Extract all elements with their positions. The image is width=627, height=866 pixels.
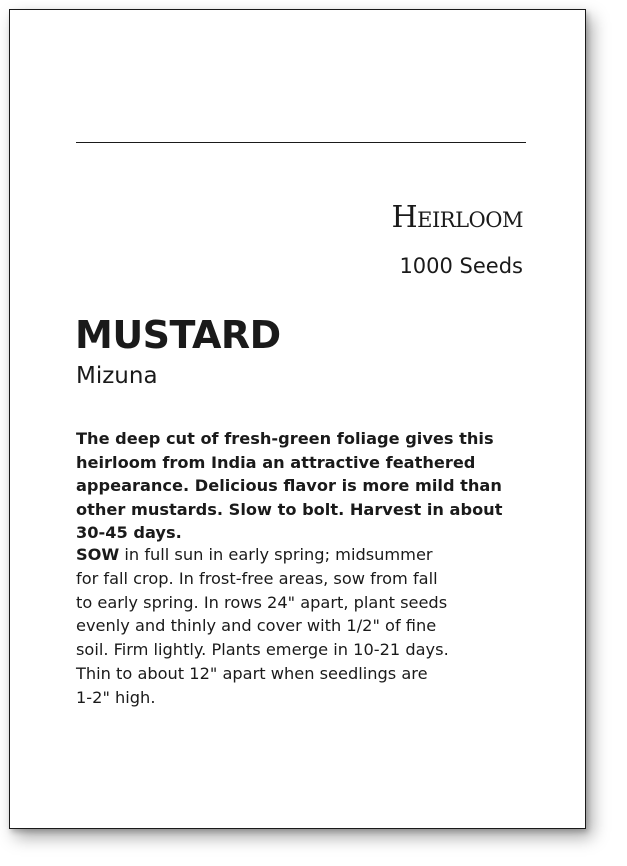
divider-line xyxy=(76,142,526,143)
seed-packet xyxy=(9,9,586,829)
sowing-line: for fall crop. In frost-free areas, sow from fall xyxy=(76,568,438,588)
variety-name: Mizuna xyxy=(76,363,158,389)
plant-name: MUSTARD xyxy=(75,313,281,357)
description-line: appearance. Delicious flavor is more mild than xyxy=(76,476,502,495)
description-line: The deep cut of fresh-green foliage gives this xyxy=(76,429,494,448)
sowing-line: evenly and thinly and cover with 1/2" of fine xyxy=(76,616,437,636)
sowing-line: 1-2" high. xyxy=(76,687,156,707)
heirloom-label: Heirloom xyxy=(391,200,523,235)
description xyxy=(76,427,526,545)
sowing-line: to early spring. In rows 24" apart, plant seeds xyxy=(76,592,448,612)
sowing-line xyxy=(76,543,526,567)
seed-count: 1000 Seeds xyxy=(399,254,523,278)
sow-label: SOW xyxy=(76,545,120,564)
sowing-line: soil. Firm lightly. Plants emerge in 10-21 days. xyxy=(76,640,449,660)
sowing-first-line-text: in full sun in early spring; midsummer xyxy=(119,545,433,564)
description-line: heirloom from India an attractive feathered xyxy=(76,452,476,472)
sowing-instructions xyxy=(76,543,526,710)
sowing-line: Thin to about 12" apart when seedlings are xyxy=(76,663,428,683)
description-line: 30-45 days. xyxy=(76,523,182,542)
description-line: other mustards. Slow to bolt. Harvest in about xyxy=(76,499,503,519)
